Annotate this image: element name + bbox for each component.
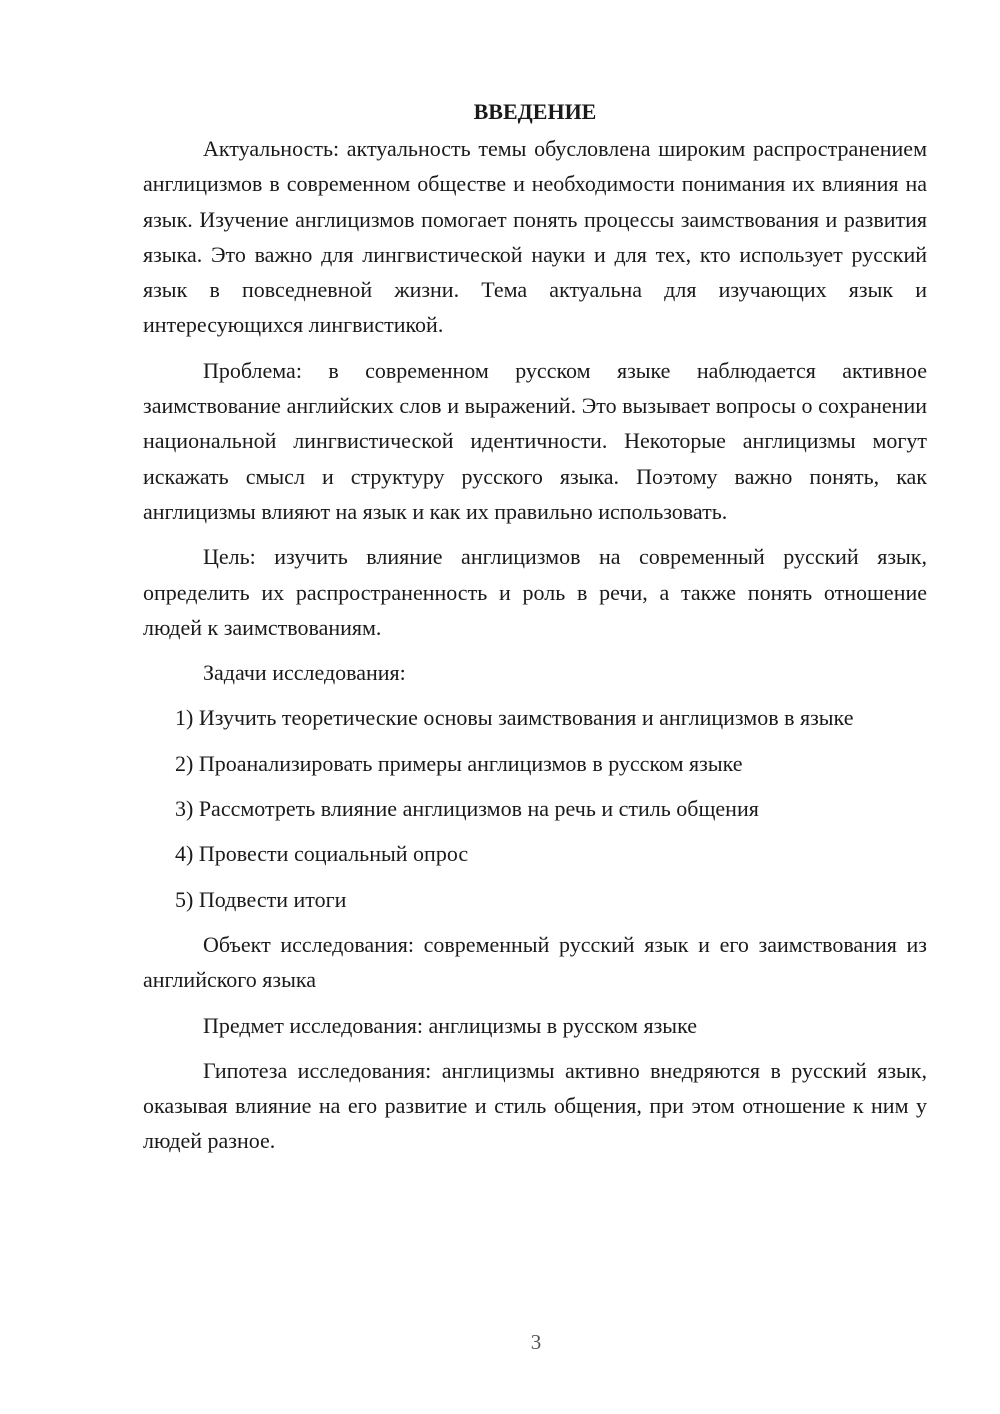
task-item-4: 4) Провести социальный опрос [175, 841, 469, 867]
subject-paragraph: Предмет исследования: англицизмы в русском языке [203, 1012, 697, 1038]
goal-paragraph: Цель: изучить влияние англицизмов на современный русский язык, определить их распространенность и роль в речи, а также понять отношение людей к заимствованиям. [143, 544, 927, 640]
hypothesis-paragraph: Гипотеза исследования: англицизмы активно внедряются в русский язык, оказывая влияние на его развитие и стиль общения, при этом отношение к ним у людей разное. [143, 1057, 927, 1154]
task-item-3: 3) Рассмотреть влияние англицизмов на речь и стиль общения [175, 796, 759, 822]
task-item-1: 1) Изучить теоретические основы заимствования и англицизмов в языке [175, 705, 854, 731]
object-paragraph: Объект исследования: современный русский язык и его заимствования из английского языка [143, 931, 927, 993]
task-item-5: 5) Подвести итоги [175, 886, 347, 912]
page-content [143, 94, 927, 1169]
section-title: ВВЕДЕНИЕ [473, 99, 597, 124]
page-number: 3 [530, 1330, 542, 1354]
task-item-2: 2) Проанализировать примеры англицизмов в русском языке [175, 750, 743, 776]
tasks-heading: Задачи исследования: [203, 660, 406, 686]
problem-paragraph: Проблема: в современном русском языке наблюдается активное заимствование английских слов и выражений. Это вызывает вопросы о сохранении национальной лингвистической идентичности. Некоторые англицизмы могут искажать смысл и структуру русского языка. Поэтому важно понять, как англицизмы влияют на язык и как их правильно использовать. [143, 357, 927, 524]
relevance-paragraph: Актуальность: актуальность темы обусловлена широким распространением англицизмов в современном обществе и необходимости понимания их влияния на язык. Изучение англицизмов помогает понять процессы заимствования и развития языка. Это важно для лингвистической науки и для тех, кто использует русский язык в повседневной жизни. Тема актуальна для изучающих язык и интересующихся лингвистикой. [143, 136, 927, 338]
